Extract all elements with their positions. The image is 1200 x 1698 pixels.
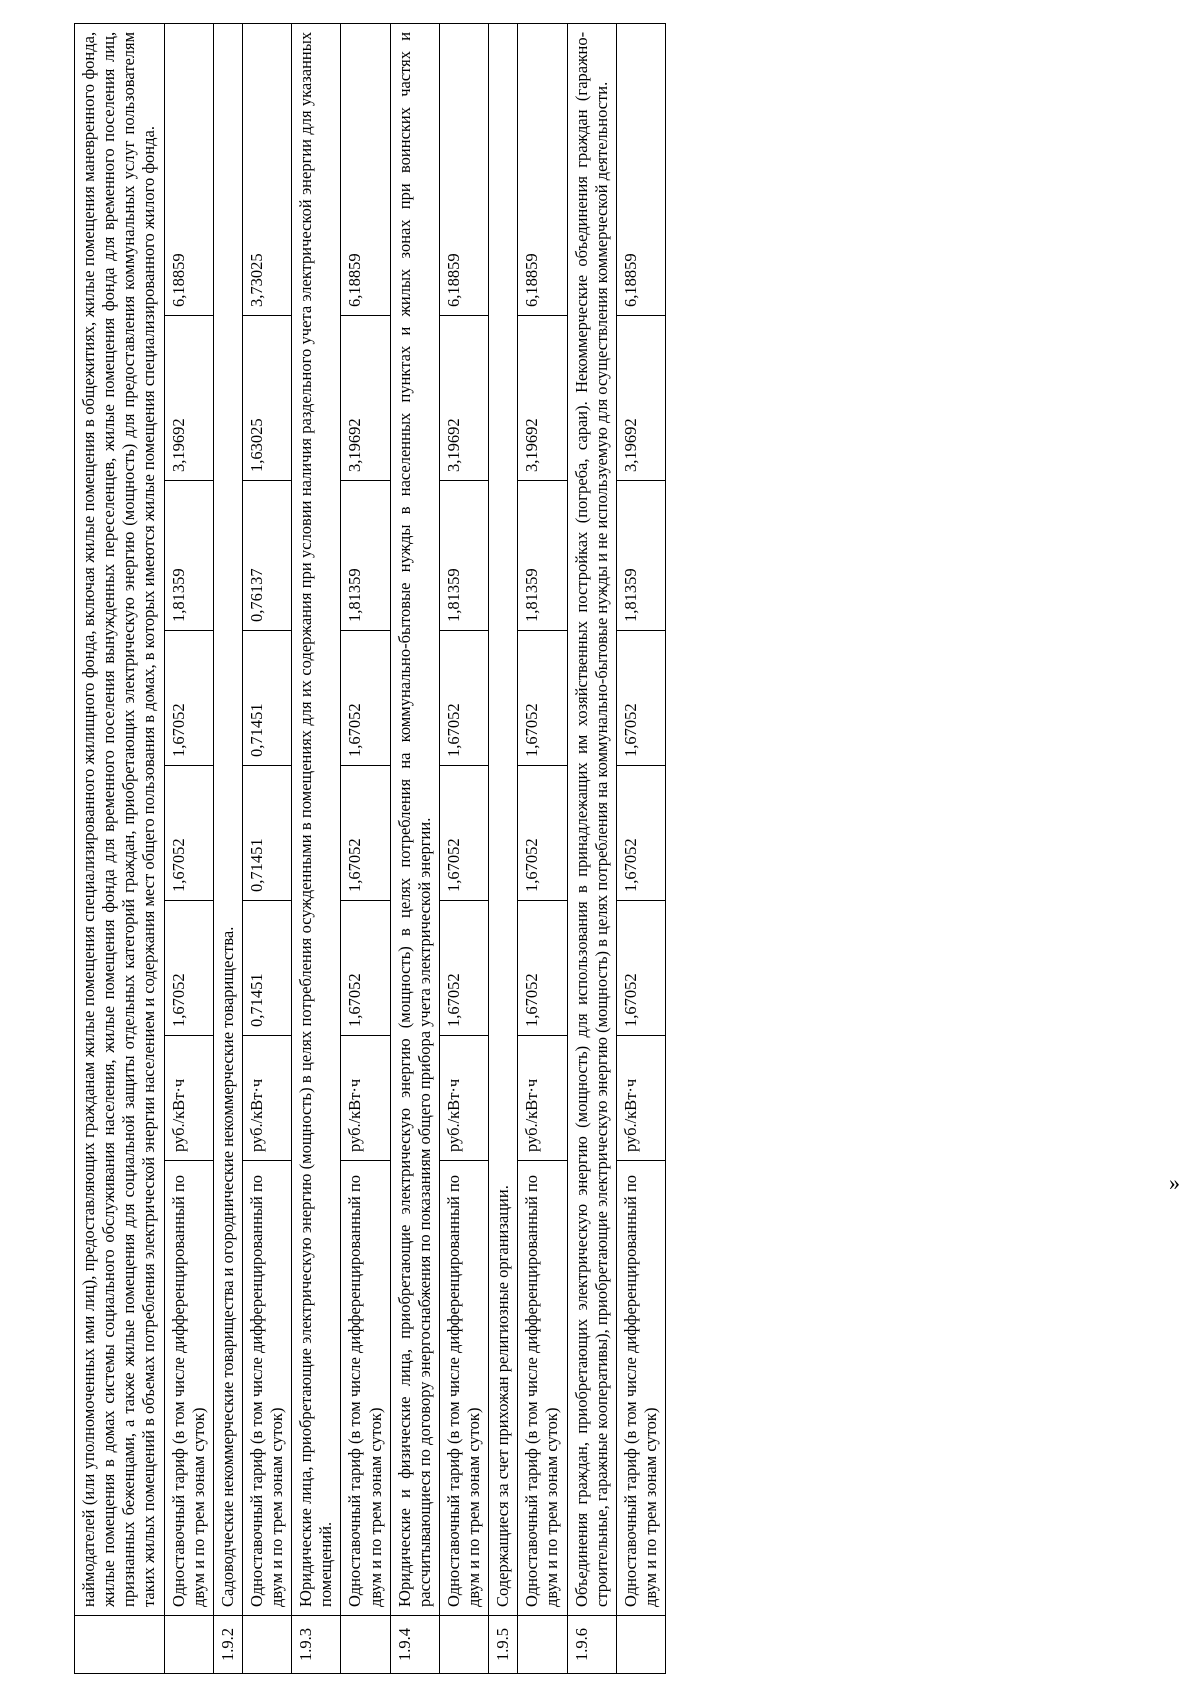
table-row-continuation: [75, 23, 165, 1673]
category-description: Содержащиеся за счет прихожан религиозные организации.: [489, 23, 518, 1615]
row-number-cell: [242, 1616, 291, 1674]
tariff-row: [341, 23, 390, 1673]
tariff-label: Одноставочный тариф (в том числе дифференцированный по двум и по трем зонам суток): [164, 1161, 213, 1616]
tariff-value-cell: 0,71451: [242, 766, 291, 901]
category-description: Садоводческие некоммерческие товарищества и огороднические некоммерческие товарищества.: [213, 23, 242, 1615]
tariff-value-cell: 1,81359: [518, 481, 567, 631]
continued-description: наймодателей (или уполномоченных ими лиц), предоставляющих гражданам жилые помещения специализированного жилищного фонда, включая жилые помещения в общежитиях, жилые помещения маневренного фонда, жилые помещения в домах системы социального обслуживания населения, жилые помещения фонда для временного поселения вынужденных переселенцев, жилые помещения фонда для временного поселения лиц, признанных беженцами, а также жилые помещения для социальной защиты отдельных категорий граждан, приобретающих электрическую энергию (мощность) для предоставления коммунальных услуг пользователям таких жилых помещений в объемах потребления электрической энергии населением и содержания мест общего пользования в домах, в которых имеются жилые помещения специализированного жилого фонда.: [75, 23, 165, 1615]
tariff-value-cell: 6,18859: [164, 23, 213, 315]
tariff-value-cell: 1,67052: [616, 766, 665, 901]
tariff-value-cell: 3,19692: [164, 316, 213, 481]
row-number-cell: [439, 1616, 488, 1674]
row-number-cell: 1.9.2: [213, 1616, 242, 1674]
tariff-value-cell: 3,73025: [242, 23, 291, 315]
tariff-value-cell: 1,67052: [341, 901, 390, 1036]
tariff-label: Одноставочный тариф (в том числе дифференцированный по двум и по трем зонам суток): [518, 1161, 567, 1616]
tariff-value-cell: 1,67052: [164, 766, 213, 901]
tariff-value-cell: 1,67052: [518, 631, 567, 766]
tariff-table: [74, 23, 666, 1674]
category-row: [489, 23, 518, 1673]
tariff-value-cell: 1,67052: [341, 766, 390, 901]
category-description: Юридические лица, приобретающие электрическую энергию (мощность) в целях потребления осужденными в помещениях для их содержания при условии наличия раздельного учета электрической энергии для указанных помещений.: [292, 23, 341, 1615]
tariff-value-cell: 6,18859: [341, 23, 390, 315]
tariff-value-cell: 1,67052: [164, 631, 213, 766]
tariff-value-cell: 3,19692: [518, 316, 567, 481]
tariff-value-cell: 1,67052: [439, 766, 488, 901]
unit-cell: руб./кВт·ч: [439, 1036, 488, 1161]
row-number-cell: [341, 1616, 390, 1674]
tariff-value-cell: 0,71451: [242, 901, 291, 1036]
category-description: Объединения граждан, приобретающих электрическую энергию (мощность) для использования в принадлежащих им хозяйственных постройках (погреба, сараи). Некоммерческие объединения граждан (гаражно-строительные, гаражные кооперативы), приобретающие электрическую энергию (мощность) в целях потребления на коммунально-бытовые нужды и не используемую для осуществления коммерческой деятельности.: [567, 23, 616, 1615]
tariff-value-cell: 1,81359: [164, 481, 213, 631]
tariff-value-cell: 0,76137: [242, 481, 291, 631]
unit-cell: руб./кВт·ч: [341, 1036, 390, 1161]
category-row: [213, 23, 242, 1673]
row-number-cell: 1.9.6: [567, 1616, 616, 1674]
tariff-value-cell: 1,67052: [439, 901, 488, 1036]
tariff-value-cell: 3,19692: [341, 316, 390, 481]
tariff-row: [164, 23, 213, 1673]
tariff-value-cell: 6,18859: [439, 23, 488, 315]
tariff-value-cell: 1,67052: [518, 766, 567, 901]
tariff-value-cell: 1,67052: [616, 901, 665, 1036]
tariff-value-cell: 1,67052: [518, 901, 567, 1036]
tariff-value-cell: 1,63025: [242, 316, 291, 481]
tariff-value-cell: 6,18859: [518, 23, 567, 315]
tariff-label: Одноставочный тариф (в том числе дифференцированный по двум и по трем зонам суток): [439, 1161, 488, 1616]
unit-cell: руб./кВт·ч: [518, 1036, 567, 1161]
tariff-label: Одноставочный тариф (в том числе дифференцированный по двум и по трем зонам суток): [242, 1161, 291, 1616]
unit-cell: руб./кВт·ч: [242, 1036, 291, 1161]
tariff-row: [439, 23, 488, 1673]
tariff-value-cell: 1,67052: [439, 631, 488, 766]
category-row: [390, 23, 439, 1673]
tariff-label: Одноставочный тариф (в том числе дифференцированный по двум и по трем зонам суток): [341, 1161, 390, 1616]
tariff-value-cell: 1,67052: [164, 901, 213, 1036]
tariff-value-cell: 1,81359: [341, 481, 390, 631]
tariff-value-cell: 1,67052: [616, 631, 665, 766]
tariff-value-cell: 3,19692: [439, 316, 488, 481]
closing-quote-mark: »: [1169, 1170, 1180, 1195]
row-number-cell: 1.9.5: [489, 1616, 518, 1674]
rotated-tariff-table-page: [74, 24, 984, 1674]
row-number-cell: [616, 1616, 665, 1674]
tariff-value-cell: 3,19692: [616, 316, 665, 481]
tariff-value-cell: 1,81359: [616, 481, 665, 631]
category-row: [567, 23, 616, 1673]
row-number-cell: [518, 1616, 567, 1674]
row-number-cell: [164, 1616, 213, 1674]
tariff-row: [616, 23, 665, 1673]
tariff-table-body: [75, 23, 666, 1673]
tariff-value-cell: 6,18859: [616, 23, 665, 315]
category-row: [292, 23, 341, 1673]
row-number-cell: 1.9.4: [390, 1616, 439, 1674]
tariff-row: [518, 23, 567, 1673]
row-number-cell: 1.9.3: [292, 1616, 341, 1674]
unit-cell: руб./кВт·ч: [616, 1036, 665, 1161]
category-description: Юридические и физические лица, приобретающие электрическую энергию (мощность) в целях потребления на коммунально-бытовые нужды в населенных пунктах и жилых зонах при воинских частях и рассчитывающиеся по договору энергоснабжения по показаниям общего прибора учета электрической энергии.: [390, 23, 439, 1615]
tariff-row: [242, 23, 291, 1673]
unit-cell: руб./кВт·ч: [164, 1036, 213, 1161]
tariff-label: Одноставочный тариф (в том числе дифференцированный по двум и по трем зонам суток): [616, 1161, 665, 1616]
tariff-value-cell: 1,81359: [439, 481, 488, 631]
row-number-cell: [75, 1616, 165, 1674]
tariff-value-cell: 1,67052: [341, 631, 390, 766]
tariff-value-cell: 0,71451: [242, 631, 291, 766]
